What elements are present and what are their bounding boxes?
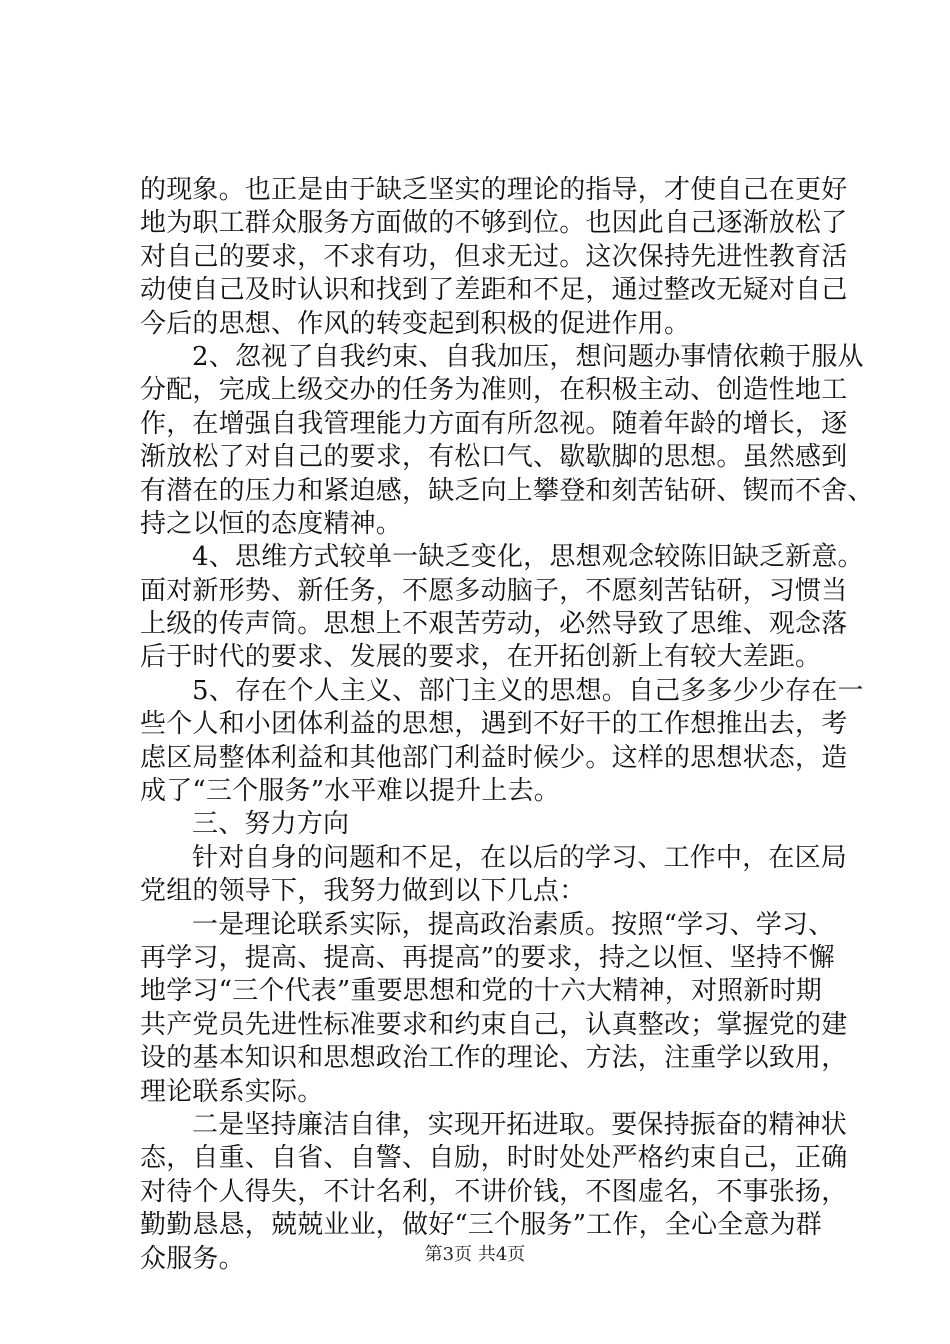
text-line: 上级的传声筒。思想上不艰苦劳动，必然导致了思维、观念落 <box>140 609 848 640</box>
paragraph-start-line: 4、思维方式较单一缺乏变化，思想观念较陈旧缺乏新意。 <box>192 542 864 573</box>
text-line: 持之以恒的态度精神。 <box>140 508 403 539</box>
paragraph-start-line: 针对自身的问题和不足，在以后的学习、工作中，在区局 <box>192 842 848 873</box>
text-line: 设的基本知识和思想政治工作的理论、方法，注重学以致用， <box>140 1043 848 1074</box>
text-line: 的现象。也正是由于缺乏坚实的理论的指导，才使自己在更好 <box>140 175 848 205</box>
text-line: 面对新形势、新任务，不愿多动脑子，不愿刻苦钻研，习惯当 <box>140 575 848 606</box>
paragraph-start-line: 2、忽视了自我约束、自我加压，想问题办事情依赖于服从 <box>192 341 864 372</box>
text-line: 作，在增强自我管理能力方面有所忽视。随着年龄的增长，逐 <box>140 408 848 439</box>
section-heading: 三、努力方向 <box>192 809 350 840</box>
text-line: 理论联系实际。 <box>140 1076 324 1107</box>
text-line: 地为职工群众服务方面做的不够到位。也因此自己逐渐放松了 <box>140 208 848 239</box>
text-line: 勤勤恳恳，兢兢业业，做好“三个服务”工作，全心全意为群 <box>140 1210 822 1241</box>
text-line: 共产党员先进性标准要求和约束自己，认真整改；掌握党的建 <box>140 1009 848 1040</box>
text-line: 有潜在的压力和紧迫感，缺乏向上攀登和刻苦钻研、锲而不舍、 <box>140 475 874 506</box>
text-line: 后于时代的要求、发展的要求，在开拓创新上有较大差距。 <box>140 642 822 673</box>
text-line: 党组的领导下，我努力做到以下几点： <box>140 876 586 907</box>
text-line: 再学习，提高、提高、再提高”的要求，持之以恒、坚持不懈 <box>140 942 835 973</box>
text-line: 些个人和小团体利益的思想，遇到不好干的工作想推出去，考 <box>140 709 848 740</box>
text-line: 成了“三个服务”水平难以提升上去。 <box>140 776 560 807</box>
text-line: 众服务。 <box>140 1243 245 1274</box>
paragraph-start-line: 一是理论联系实际，提高政治素质。按照“学习、学习、 <box>192 909 835 940</box>
text-line: 对待个人得失，不计名利，不讲价钱，不图虚名，不事张扬， <box>140 1176 848 1207</box>
page-number-footer: 第3页 共4页 <box>424 1244 526 1265</box>
document-body <box>140 174 874 1276</box>
text-line: 分配，完成上级交办的任务为准则，在积极主动、创造性地工 <box>140 375 848 406</box>
text-line: 态，自重、自省、自警、自励，时时处处严格约束自己，正确 <box>140 1143 848 1174</box>
text-line: 地学习“三个代表”重要思想和党的十六大精神，对照新时期 <box>140 976 822 1007</box>
text-line: 渐放松了对自己的要求，有松口气、歇歇脚的思想。虽然感到 <box>140 442 848 473</box>
text-line: 动使自己及时认识和找到了差距和不足，通过整改无疑对自己 <box>140 275 848 306</box>
text-line: 虑区局整体利益和其他部门利益时候少。这样的思想状态，造 <box>140 742 848 773</box>
text-line: 对自己的要求，不求有功，但求无过。这次保持先进性教育活 <box>140 241 848 272</box>
paragraph-start-line: 二是坚持廉洁自律，实现开拓进取。要保持振奋的精神状 <box>192 1109 848 1140</box>
text-line: 今后的思想、作风的转变起到积极的促进作用。 <box>140 308 691 339</box>
paragraph-start-line: 5、存在个人主义、部门主义的思想。自己多多少少存在一 <box>192 675 864 706</box>
